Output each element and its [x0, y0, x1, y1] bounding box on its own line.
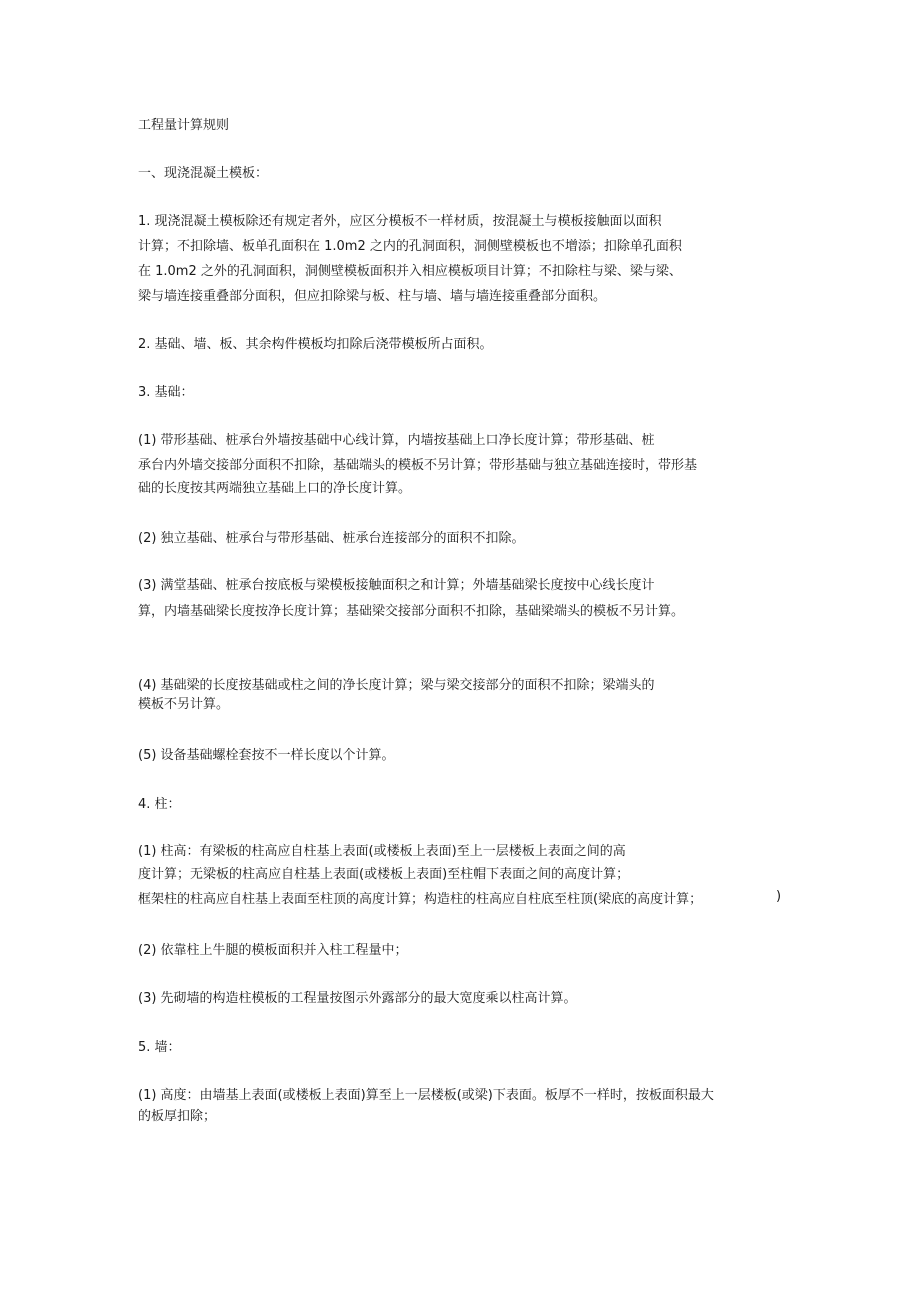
para-3-3-line-2: 算，内墙基础梁长度按净长度计算；基础梁交接部分面积不扣除，基础梁端头的模板不另计算。 — [138, 604, 685, 619]
para-1-line-2: 计算；不扣除墙、板单孔面积在 1.0m2 之内的孔洞面积，洞侧壁模板也不增添；扣除单孔面积 — [138, 239, 682, 254]
para-4-3: (3) 先砌墙的构造柱模板的工程量按图示外露部分的最大宽度乘以柱高计算。 — [138, 991, 577, 1006]
document-title: 工程量计算规则 — [138, 118, 230, 133]
para-3-heading: 3. 基础： — [138, 385, 194, 400]
para-3-2: (2) 独立基础、桩承台与带形基础、桩承台连接部分的面积不扣除。 — [138, 531, 525, 546]
para-2: 2. 基础、墙、板、其余构件模板均扣除后浇带模板所占面积。 — [138, 337, 493, 352]
para-3-1-line-3: 础的长度按其两端独立基础上口的净长度计算。 — [138, 481, 412, 496]
para-3-1-line-2: 承台内外墙交接部分面积不扣除，基础端头的模板不另计算；带形基础与独立基础连接时，带形基 — [138, 458, 698, 473]
para-3-5: (5) 设备基础螺栓套按不一样长度以个计算。 — [138, 748, 395, 763]
para-3-4-line-1: (4) 基础梁的长度按基础或柱之间的净长度计算；梁与梁交接部分的面积不扣除；梁端头的 — [138, 678, 655, 693]
para-1-line-1: 1. 现浇混凝土模板除还有规定者外，应区分模板不一样材质，按混凝土与模板接触面以面积 — [138, 214, 662, 229]
para-5-1-line-2: 的板厚扣除； — [138, 1109, 217, 1124]
para-4-2: (2) 依靠柱上牛腿的模板面积并入柱工程量中； — [138, 943, 408, 958]
section-heading-1: 一、现浇混凝土模板： — [138, 166, 269, 181]
stray-paren: ) — [776, 889, 782, 904]
para-1-line-3: 在 1.0m2 之外的孔洞面积，洞侧壁模板面积并入相应模板项目计算；不扣除柱与梁、梁与梁、 — [138, 264, 682, 279]
para-3-4-line-2: 模板不另计算。 — [138, 697, 230, 712]
para-3-1-line-1: (1) 带形基础、桩承台外墙按基础中心线计算，内墙按基础上口净长度计算；带形基础、桩 — [138, 433, 655, 448]
para-3-3-line-1: (3) 满堂基础、桩承台按底板与梁模板接触面积之和计算；外墙基础梁长度按中心线长度计 — [138, 578, 655, 593]
para-4-1-line-1: (1) 柱高：有梁板的柱高应自柱基上表面(或楼板上表面)至上一层楼板上表面之间的高 — [138, 844, 626, 859]
para-4-1-line-2: 度计算；无梁板的柱高应自柱基上表面(或楼板上表面)至柱帽下表面之间的高度计算； — [138, 867, 630, 882]
para-4-1-line-3: 框架柱的柱高应自柱基上表面至柱顶的高度计算；构造柱的柱高应自柱底至柱顶(梁底的高度计算； — [138, 892, 703, 907]
para-1-line-4: 梁与墙连接重叠部分面积，但应扣除梁与板、柱与墙、墙与墙连接重叠部分面积。 — [138, 289, 607, 304]
para-4-heading: 4. 柱： — [138, 797, 181, 812]
para-5-heading: 5. 墙： — [138, 1040, 181, 1055]
para-5-1-line-1: (1) 高度：由墙基上表面(或楼板上表面)算至上一层楼板(或梁)下表面。板厚不一样时，按板面积最大 — [138, 1088, 714, 1103]
